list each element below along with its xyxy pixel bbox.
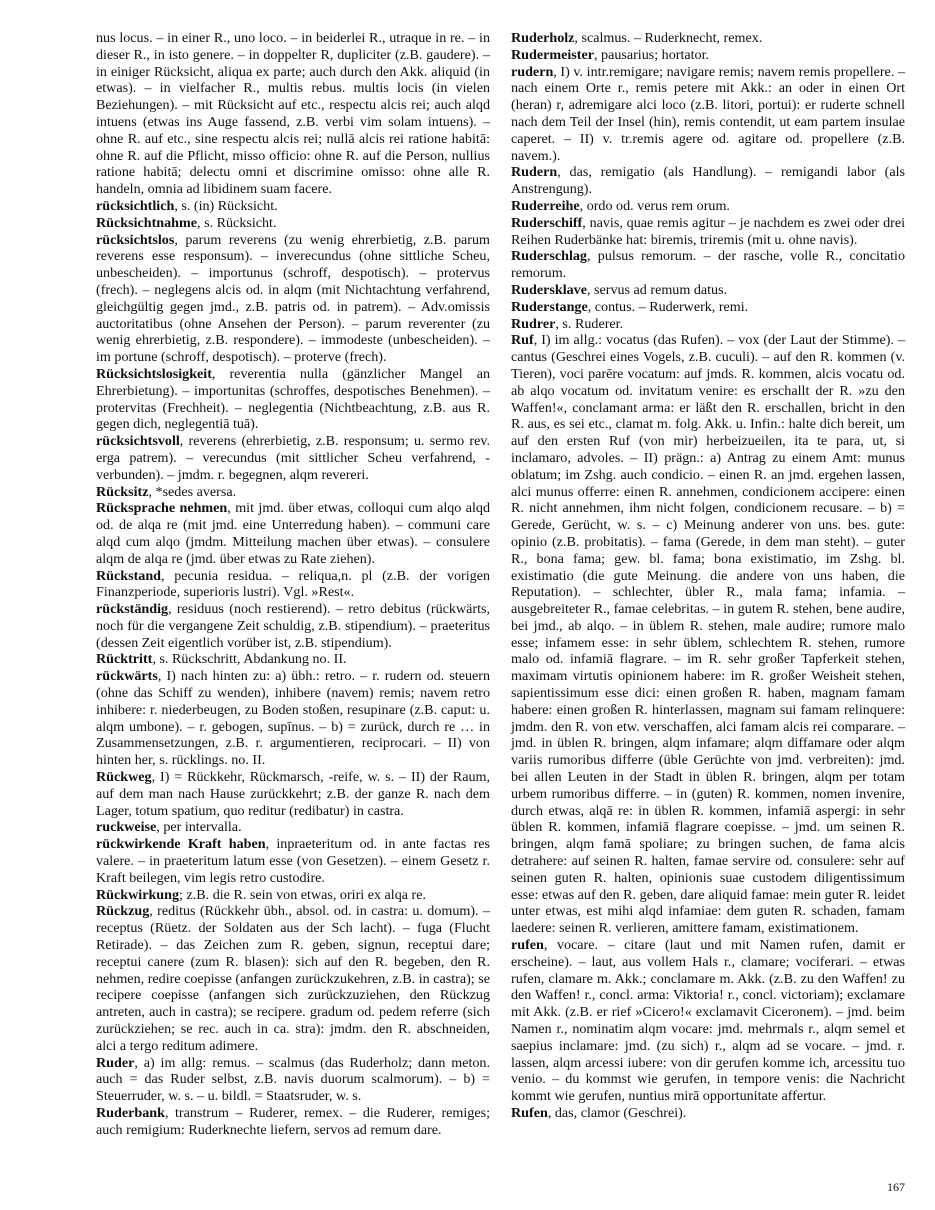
entry-headword: Ruderschlag: [511, 248, 587, 265]
entry-headword: ruckweise: [96, 819, 157, 836]
dictionary-entry: Rückweg, I) = Rückkehr, Rückmarsch, -reife, w. s. – II) der Raum, auf dem man nach Hause zurückkehrt; z.B. der ganze R. nach dem Lager, totum spatium, quo reditur (redibatur) in castra.: [96, 769, 490, 819]
entry-headword: Rücksitz: [96, 483, 149, 500]
dictionary-entry: Ruderbank, transtrum – Ruderer, remex. – die Ruderer, remiges; auch remigium: Ruderknechte liefern, servos ad remum dare.: [96, 1105, 490, 1138]
dictionary-entry: rückwärts, I) nach hinten zu: a) übh.: retro. – r. rudern od. steuern (ohne das Schiff zu wenden), inhibere (navem) remis; navem retro inhibere: r. niederbeugen, zu Boden stoßen, resupinare (z.B. caput: u. alqm umbone). – r. gebogen, supīnus. – b) = zurück, durch re … in Zusammensetzungen, z.B. r. argumentieren, reciprocari. – II) von hinten her, s. rücklings. no. II.: [96, 668, 490, 769]
dictionary-entry: Ruderreihe, ordo od. verus rem orum.: [511, 197, 730, 214]
dictionary-entry: Rücksichtnahme, s. Rücksicht.: [96, 214, 277, 231]
entry-headword: rückständig: [96, 601, 169, 618]
dictionary-entry: ruckweise, per intervalla.: [96, 819, 242, 836]
entry-headword: rufen: [511, 937, 544, 954]
entry-headword: Rudern: [511, 164, 558, 181]
dictionary-entry: Rücktritt, s. Rückschritt, Abdankung no. II.: [96, 651, 347, 668]
entry-headword: Rudersklave: [511, 281, 587, 298]
dictionary-entry: Ruderholz, scalmus. – Ruderknecht, remex.: [511, 30, 763, 46]
dictionary-entry: rückständig, residuus (noch restierend). – retro debitus (rückwärts, noch für die vergangene Zeit schuldig, z.B. stipendium). – praeteritus (dessen Zeit eigentlich vorüber ist, z.B. stipendium).: [96, 601, 490, 651]
entry-headword: Ruf: [511, 332, 534, 349]
dictionary-entry: Rücksprache nehmen, mit jmd. über etwas, colloqui cum alqo alqd od. de alqa re (mit jmd. eine Unterredung haben). – communi care alqd cum alqo (jmdm. Mitteilung machen über etwas). – consulere alqm de alqa re (jmd. über etwas zu Rate ziehen).: [96, 500, 491, 567]
entry-headword: rücksichtlich: [96, 197, 175, 214]
entry-headword: rücksichtslos: [96, 231, 175, 248]
dictionary-entry: rücksichtsvoll, reverens (ehrerbietig, z.B. responsum; u. sermo rev. erga patrem). – verecundus (mit sittlicher Scheu verfahrend, -verbunden). – jmdm. r. begegnen, alqm revereri.: [96, 433, 490, 483]
dictionary-entry: Rücksitz, *sedes aversa.: [96, 483, 237, 500]
entry-headword: Rücksprache nehmen: [96, 500, 228, 517]
page-number: 167: [887, 1180, 905, 1194]
dictionary-entry: Ruderstange, contus. – Ruderwerk, remi.: [511, 298, 749, 315]
dictionary-entry: Rückstand, pecunia residua. – reliqua,n. pl (z.B. der vorigen Finanzperiode, superioris lustri). Vgl. »Rest«.: [96, 567, 490, 601]
dictionary-entry: Rufen, das, clamor (Geschrei).: [511, 1105, 687, 1121]
entry-headword: Ruderreihe: [511, 197, 580, 214]
dictionary-entry: Rudermeister, pausarius; hortator.: [511, 46, 710, 63]
dictionary-entry: Rückzug, reditus (Rückkehr übh., absol. od. in castra: u. domum). – receptus (Rüetz. der Soldaten aus der Sch lacht). – fuga (Flucht Retirade). – das Zeichen zum R. geben, signun, receptui dare; receptui canere (zum R. blasen): sich auf den R. begeben, den R. nehmen, redire coepisse (anfangen zurückzukehren, z.B. in castra); se recipere coepisse (anfangen sich zurückzuziehen, den Rückzug antreten, auch in castra); se recipere. gradum od. pedem referre (sich zurückziehen; se rec. auch in ca. stra): jmdm. den R. abschneiden, alci a tergo reditum adimere.: [96, 903, 490, 1054]
dictionary-column-right: [511, 30, 905, 1122]
entry-headword: Rücksichtslosigkeit: [96, 365, 212, 382]
dictionary-entry: Rücksichtslosigkeit, reverentia nulla (gänzlicher Mangel an Ehrerbietung). – importunitas (schroffes, despotisches Benehmen). – protervitas (Frechheit). – neglegentia (Nichtbeachtung, z.B. aus R. gegen dich, neglegentiā tuā).: [96, 365, 490, 433]
entry-headword: Rückzug: [96, 903, 150, 920]
dictionary-entry: Rudrer, s. Ruderer.: [511, 315, 624, 332]
entry-headword: rücksichtsvoll: [96, 433, 180, 450]
dictionary-entry: Rudern, das, remigatio (als Handlung). – remigandi labor (als Anstrengung).: [511, 164, 905, 198]
entry-headword: Rückweg: [96, 769, 152, 786]
entry-headword: Ruderbank: [96, 1105, 165, 1121]
entry-headword: rückwirkende Kraft haben: [96, 836, 266, 853]
dictionary-entry: Ruder, a) im allg: remus. – scalmus (das Ruderholz; dann meton. auch = das Ruder selbst, z.B. navis duorum scalmorum). – b) = Steuerruder, w. s. – u. bildl. = Staatsruder, w. s.: [96, 1054, 490, 1105]
dictionary-entry: Ruderschlag, pulsus remorum. – der rasche, volle R., concitatio remorum.: [511, 248, 905, 282]
entry-headword: rückwärts: [96, 668, 158, 685]
entry-headword: Rückstand: [96, 567, 162, 584]
dictionary-entry: Ruf, I) im allg.: vocatus (das Rufen). – vox (der Laut der Stimme). – cantus (Geschrei eines Vogels, z.B. cuculi). – auf den R. kommen (v. Tieren), voci parēre vocatum: auf jmds. R. kommen, alcis vocatu od. ab alqo vocatum od. invitatum venire: es erschallt der R. »zu den Waffen!«, conclamant arma: er läßt den R. erschallen, bricht in den R. aus, es sei etc., clamat m. folg. Akk. u. Infin.: halte dich bereit, um auf den ersten Ruf (von mir) herbeizueilen, ita te para, ut, si inclamaro, advoles. – II) prägn.: a) Antrag zu einem Amt: munus oblatum; im Zshg. auch condicio. – einen R. an jmd. ergehen lassen, alci munus offerre: einen R. annehmen, condicionem accipere: einen R. nicht annehmen, ihm nicht folgen, condicionem recusare. – b) = Gerede, Gerücht, w. s. – c) Meinung anderer von uns. bes. gute: opinio (z.B. probitatis). – fama (Gerede, in dem man steht). – guter R., bona fama; gew. bl. fama; bona existimatio, im Zshg. bl. existimatio (die gute Meinung. die andere von uns haben, die Reputation). – schlechter, übler R., mala fama; infamia. – ausgebreiteter R., famae celebritas. – in gutem R. stehen, bene audire, bei jmd., ab alqo. – in üblem R. stehen, male audire; rumore malo esse; infamem esse: in sehr üblem, schlechtem R. stehen, rumore malo od. infamiā flagrare. – im R. sehr großer Tapferkeit stehen, maximam virtutis opinionem habere: im R. großer Weisheit stehen, sapientissimum esse dici: einen großen R. haben, magnam famam habere: einen großen R. hinterlassen, magnam sui famam relinquere: jmdm. den R. von etw. verschaffen, alci famam alcis rei comparare. – jmd. in üblen R. bringen, alqm infamare; alqm diffamare oder alqm variis rumoribus differre (üble Gerüchte von jmd. verbreiten): jmd. bei allen Leuten in der Stadt in üblen R. bringen, alqm per totam urbem rumoribus differre. – in (guten) R. kommen, nomen invenire, durch etwas, alqā re: in üblen R. kommen, infamiā aspergi: in sehr üblen R. kommen, infamiā flagrare coepisse. – jmd. um seinen R. bringen, alqm famā spoliare; zu bringen suchen, de fama alcis detrahere: auf seinen R. halten, famae servire od. consulere: sehr auf seinen guten R. halten, opinionis suae custodem diligentissimum esse: etwas auf den R. geben, dare aliquid famae: mein guter R. leidet unter etwas, est mihi alqd infamiae: dem guten R. schaden, famam laedere: seinen R. verlieren, amittere famam, existimationem.: [511, 332, 905, 937]
entry-headword: Ruderholz: [511, 30, 575, 46]
entry-headword: Ruderschiff: [511, 214, 583, 231]
dictionary-entry: rufen, vocare. – citare (laut und mit Namen rufen, damit er erscheine). – laut, aus vollem Hals r., clamare; vociferari. – etwas rufen, clamare m. Akk.; conclamare m. Akk. (z.B. zu den Waffen! zu den Waffen! r., concl. arma: Viktoria! r., concl. victoriam); exclamare mit Akk. (z.B. er rief »Cicero!« exclamavit Ciceronem). – jmd. beim Namen r., nominatim alqm vocare: jmd. mehrmals r., alqm semel et saepius inclamare: jmd. (zu sich) r., alqm ad se vocare. – jmd. r. lassen, alqm arcessi iubere: von dir gerufen komme ich, arcessitu tuo venio. – du kommst wie gerufen, in tempore venis: die Nachricht kommt wie gerufen, nuntius mirā opportunitate affertur.: [511, 937, 905, 1105]
entry-headword: Rückwirkung: [96, 886, 180, 903]
entry-headword: Rücksichtnahme: [96, 214, 198, 231]
entry-headword: Rufen: [511, 1105, 548, 1121]
entry-headword: Ruder: [96, 1054, 135, 1071]
entry-headword: Rücktritt: [96, 651, 153, 668]
entry-headword: Ruderstange: [511, 298, 588, 315]
dictionary-entry: nus locus. – in einer R., uno loco. – in beiderlei R., utraque in re. – in dieser R., in isto genere. – in doppelter R, dupliciter (z.B. gaudere). – in einiger Rücksicht, aliqua ex parte; auch durch den Akk. aliquid (in etwas). – in vielfacher R., multis rebus. multis locis (in vielen Beziehungen). – mit Rücksicht auf etc., respectu alcis rei; auch alqd intuens (etwas ins Auge fassend, z.B. verbi vim solam intuens). – ohne R. auf etc., sine respectu alcis rei; nullā alcis rei ratione habitā: ohne R. auf die Pflicht, misso officio: ohne R. auf die Person, nullius ratione habitā; delectu omni et discrimine omisso: ohne alle R. handeln, omnia ad libidinem suam facere.: [96, 30, 490, 198]
dictionary-entry: Rudersklave, servus ad remum datus.: [511, 281, 728, 298]
dictionary-entry: Rückwirkung; z.B. die R. sein von etwas, oriri ex alqa re.: [96, 886, 426, 903]
dictionary-entry: Ruderschiff, navis, quae remis agitur – je nachdem es zwei oder drei Reihen Ruderbänke hat: biremis, triremis (mit u. ohne navis).: [511, 214, 905, 248]
dictionary-column-left: [96, 30, 490, 1139]
entry-headword: rudern: [511, 63, 554, 80]
dictionary-entry: rückwirkende Kraft haben, inpraeteritum od. in ante factas res valere. – in praeteritum latum esse (von Gesetzen). – einem Gesetz r. Kraft beilegen, vim legis retro custodire.: [96, 836, 490, 886]
dictionary-entry: rücksichtlich, s. (in) Rücksicht.: [96, 197, 278, 214]
dictionary-entry: rudern, I) v. intr.remigare; navigare remis; navem remis propellere. – nach einem Orte r., remis petere mit Akk.: an oder in einen Ort (heran) r, adremigare alci loco (z.B. litori, portui): er ruderte schnell nach dem Teil der Insel (hin), remis contendit, ut eam partem insulae caperet. – II) v. tr.remis agere od. agitare od. propellere (z.B. navem.).: [511, 63, 905, 164]
entry-headword: Rudrer: [511, 315, 556, 332]
entry-headword: Rudermeister: [511, 46, 594, 63]
dictionary-entry: rücksichtslos, parum reverens (zu wenig ehrerbietig, z.B. parum reverens esse responsum). – inverecundus (ohne sittliche Scheu, unbescheiden). – importunus (schroff, despotisch). – protervus (frech). – neglegens alcis od. in alqm (mit Nichtachtung verfahrend, gleichgültig gegen jmd., z.B. patris od. in patrem). – Adv.omissis auctoritatibus (ohne Ansehen der Person). – parum reverenter (zu wenig ehrerbietig, z.B. respondere). – immodeste (unbescheiden). – im portune (schroff, despotisch). – proterve (frech).: [96, 231, 490, 366]
